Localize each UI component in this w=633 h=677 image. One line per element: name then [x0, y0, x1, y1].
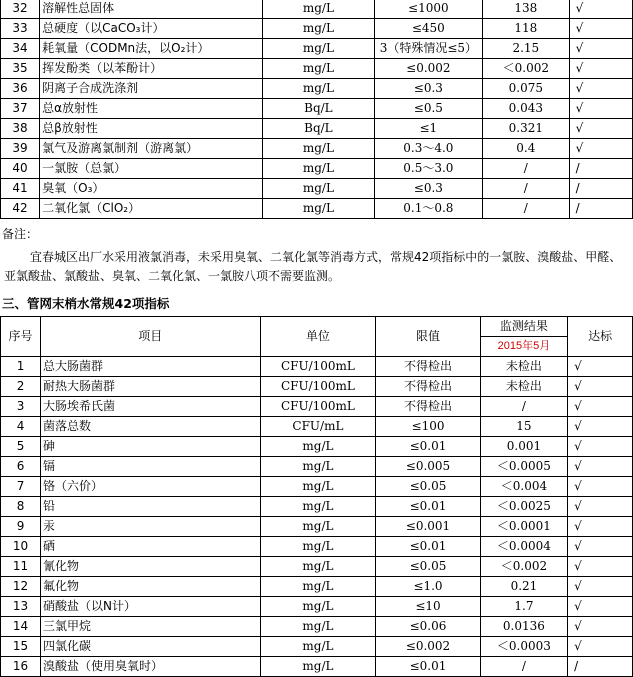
table-row [1, 617, 633, 637]
cell-ok: √ [568, 597, 633, 617]
cell-no: 11 [1, 557, 41, 577]
cell-limit: 3（特殊情况≤5） [374, 39, 482, 59]
table-row [1, 457, 633, 477]
cell-item: 铅 [41, 497, 261, 517]
cell-item: 氯气及游离氯制剂（游离氯） [40, 139, 263, 159]
cell-no: 9 [1, 517, 41, 537]
cell-no: 13 [1, 597, 41, 617]
table-row [1, 417, 633, 437]
cell-result: 0.4 [483, 139, 570, 159]
cell-item: 三氯甲烷 [41, 617, 261, 637]
cell-no: 3 [1, 397, 41, 417]
cell-unit: mg/L [263, 0, 375, 19]
cell-no: 40 [1, 159, 40, 179]
table-row [1, 119, 633, 139]
cell-item: 耐热大肠菌群 [41, 377, 261, 397]
network-water-table [0, 316, 633, 677]
cell-no: 37 [1, 99, 40, 119]
table-row [1, 159, 633, 179]
cell-ok: √ [568, 637, 633, 657]
table-row [1, 537, 633, 557]
cell-no: 41 [1, 179, 40, 199]
cell-no: 34 [1, 39, 40, 59]
cell-result: 2.15 [483, 39, 570, 59]
cell-unit: CFU/100mL [260, 377, 376, 397]
cell-result: ＜0.004 [480, 477, 567, 497]
cell-result: 0.001 [480, 437, 567, 457]
cell-item: 砷 [41, 437, 261, 457]
table-row [1, 19, 633, 39]
cell-ok: / [569, 199, 632, 219]
table-row [1, 657, 633, 677]
cell-ok: √ [568, 397, 633, 417]
cell-result: ＜0.0001 [480, 517, 567, 537]
table-row [1, 79, 633, 99]
cell-unit: mg/L [260, 637, 376, 657]
cell-limit: ≤0.01 [376, 537, 480, 557]
cell-unit: mg/L [260, 457, 376, 477]
table-row [1, 497, 633, 517]
cell-limit: 0.5～3.0 [374, 159, 482, 179]
cell-result: 0.043 [483, 99, 570, 119]
cell-ok: √ [569, 79, 632, 99]
cell-limit: ≤1000 [374, 0, 482, 19]
cell-ok: √ [568, 417, 633, 437]
table-row [1, 477, 633, 497]
cell-result: 15 [480, 417, 567, 437]
cell-ok: √ [568, 577, 633, 597]
cell-no: 36 [1, 79, 40, 99]
cell-limit: ≤0.002 [376, 637, 480, 657]
cell-no: 16 [1, 657, 41, 677]
cell-ok: / [568, 657, 633, 677]
table-row [1, 99, 633, 119]
cell-ok: √ [569, 119, 632, 139]
header-ok: 达标 [568, 317, 633, 357]
cell-unit: mg/L [260, 657, 376, 677]
cell-no: 8 [1, 497, 41, 517]
cell-unit: CFU/100mL [260, 397, 376, 417]
header-result: 监测结果 [480, 317, 567, 337]
cell-ok: √ [568, 357, 633, 377]
cell-unit: mg/L [263, 39, 375, 59]
cell-item: 总α放射性 [40, 99, 263, 119]
table-row [1, 59, 633, 79]
cell-unit: CFU/100mL [260, 357, 376, 377]
table-row [1, 377, 633, 397]
cell-item: 总硬度（以CaCO₃计） [40, 19, 263, 39]
cell-unit: mg/L [260, 517, 376, 537]
cell-no: 6 [1, 457, 41, 477]
cell-result: 未检出 [480, 377, 567, 397]
table-row [1, 0, 633, 19]
cell-result: ＜0.0004 [480, 537, 567, 557]
cell-limit: ≤450 [374, 19, 482, 39]
cell-limit: ≤10 [376, 597, 480, 617]
cell-ok: / [569, 179, 632, 199]
cell-result: 0.075 [483, 79, 570, 99]
cell-item: 总大肠菌群 [41, 357, 261, 377]
cell-item: 镉 [41, 457, 261, 477]
cell-no: 10 [1, 537, 41, 557]
cell-result: / [483, 199, 570, 219]
cell-unit: mg/L [263, 179, 375, 199]
cell-limit: 不得检出 [376, 357, 480, 377]
cell-unit: mg/L [260, 597, 376, 617]
cell-item: 臭氧（O₃） [40, 179, 263, 199]
cell-limit: ≤100 [376, 417, 480, 437]
cell-item: 铬（六价） [41, 477, 261, 497]
cell-ok: √ [569, 139, 632, 159]
table-row [1, 437, 633, 457]
cell-ok: √ [568, 477, 633, 497]
cell-result: 138 [483, 0, 570, 19]
cell-limit: ≤0.3 [374, 79, 482, 99]
cell-no: 4 [1, 417, 41, 437]
cell-result: ＜0.0005 [480, 457, 567, 477]
cell-limit: 不得检出 [376, 397, 480, 417]
cell-item: 阴离子合成洗涤剂 [40, 79, 263, 99]
table-row [1, 39, 633, 59]
table-row [1, 577, 633, 597]
cell-result: ＜0.0003 [480, 637, 567, 657]
cell-result: ＜0.002 [480, 557, 567, 577]
cell-limit: ≤0.3 [374, 179, 482, 199]
cell-item: 二氧化氯（ClO₂） [40, 199, 263, 219]
cell-result: 0.321 [483, 119, 570, 139]
cell-ok: √ [568, 377, 633, 397]
cell-limit: ≤0.01 [376, 657, 480, 677]
cell-result: 118 [483, 19, 570, 39]
cell-limit: ≤0.06 [376, 617, 480, 637]
table-row [1, 557, 633, 577]
table-row [1, 199, 633, 219]
cell-no: 35 [1, 59, 40, 79]
cell-unit: mg/L [260, 577, 376, 597]
cell-no: 42 [1, 199, 40, 219]
cell-unit: mg/L [260, 557, 376, 577]
header-period: 2015年5月 [480, 337, 567, 357]
cell-no: 5 [1, 437, 41, 457]
cell-unit: mg/L [263, 159, 375, 179]
cell-item: 硝酸盐（以N计） [41, 597, 261, 617]
cell-item: 溴酸盐（使用臭氧时） [41, 657, 261, 677]
cell-limit: ≤0.001 [376, 517, 480, 537]
table-row [1, 637, 633, 657]
header-limit: 限值 [376, 317, 480, 357]
header-unit: 单位 [260, 317, 376, 357]
cell-no: 39 [1, 139, 40, 159]
cell-ok: √ [569, 0, 632, 19]
cell-unit: mg/L [260, 617, 376, 637]
factory-water-table-continued [0, 0, 633, 219]
cell-limit: ≤1.0 [376, 577, 480, 597]
cell-unit: mg/L [263, 199, 375, 219]
table-row [1, 139, 633, 159]
cell-no: 7 [1, 477, 41, 497]
cell-limit: 不得检出 [376, 377, 480, 397]
table-row [1, 357, 633, 377]
cell-no: 38 [1, 119, 40, 139]
cell-unit: Bq/L [263, 119, 375, 139]
cell-unit: mg/L [260, 477, 376, 497]
cell-limit: ≤1 [374, 119, 482, 139]
cell-ok: √ [568, 437, 633, 457]
cell-no: 1 [1, 357, 41, 377]
table-row [1, 397, 633, 417]
cell-item: 硒 [41, 537, 261, 557]
cell-item: 溶解性总固体 [40, 0, 263, 19]
cell-item: 耗氧量（CODMn法，以O₂计） [40, 39, 263, 59]
cell-ok: √ [568, 537, 633, 557]
cell-ok: √ [568, 557, 633, 577]
cell-item: 总β放射性 [40, 119, 263, 139]
cell-result: / [483, 179, 570, 199]
header-item: 项目 [41, 317, 261, 357]
cell-no: 12 [1, 577, 41, 597]
cell-item: 一氯胺（总氯） [40, 159, 263, 179]
cell-limit: ≤0.5 [374, 99, 482, 119]
note-text: 宜春城区出厂水采用液氯消毒，未采用臭氧、二氧化氯等消毒方式，常规42项指标中的一氯胺、溴酸盐、甲醛、亚氯酸盐、氯酸盐、臭氧、二氧化氯、一氯胺八项不需要监测。 [4, 250, 622, 283]
cell-ok: √ [568, 457, 633, 477]
table-row [1, 597, 633, 617]
cell-ok: √ [568, 617, 633, 637]
cell-unit: CFU/mL [260, 417, 376, 437]
cell-item: 菌落总数 [41, 417, 261, 437]
cell-item: 氟化物 [41, 577, 261, 597]
cell-limit: 0.3～4.0 [374, 139, 482, 159]
cell-no: 14 [1, 617, 41, 637]
cell-result: / [480, 397, 567, 417]
cell-no: 33 [1, 19, 40, 39]
cell-unit: Bq/L [263, 99, 375, 119]
cell-limit: ≤0.05 [376, 557, 480, 577]
cell-result: / [480, 657, 567, 677]
cell-item: 汞 [41, 517, 261, 537]
cell-ok: √ [569, 39, 632, 59]
cell-item: 四氯化碳 [41, 637, 261, 657]
section-title: 三、管网末梢水常规42项指标 [2, 296, 170, 311]
cell-unit: mg/L [263, 139, 375, 159]
cell-item: 大肠埃希氏菌 [41, 397, 261, 417]
header-no: 序号 [1, 317, 41, 357]
cell-ok: √ [569, 19, 632, 39]
cell-ok: √ [568, 517, 633, 537]
cell-ok: / [569, 159, 632, 179]
cell-item: 挥发酚类（以苯酚计） [40, 59, 263, 79]
cell-no: 15 [1, 637, 41, 657]
note-label: 备注： [2, 227, 39, 241]
cell-unit: mg/L [260, 497, 376, 517]
cell-unit: mg/L [263, 59, 375, 79]
cell-unit: mg/L [260, 537, 376, 557]
cell-result: / [483, 159, 570, 179]
cell-item: 氰化物 [41, 557, 261, 577]
table-row [1, 517, 633, 537]
cell-result: 未检出 [480, 357, 567, 377]
cell-limit: ≤0.05 [376, 477, 480, 497]
cell-limit: ≤0.005 [376, 457, 480, 477]
cell-result: ＜0.0025 [480, 497, 567, 517]
cell-limit: ≤0.01 [376, 437, 480, 457]
cell-result: 0.0136 [480, 617, 567, 637]
table-row [1, 179, 633, 199]
cell-ok: √ [569, 59, 632, 79]
cell-limit: ≤0.01 [376, 497, 480, 517]
cell-result: 0.21 [480, 577, 567, 597]
cell-result: 1.7 [480, 597, 567, 617]
cell-ok: √ [568, 497, 633, 517]
cell-limit: ≤0.002 [374, 59, 482, 79]
cell-limit: 0.1～0.8 [374, 199, 482, 219]
cell-unit: mg/L [263, 19, 375, 39]
cell-ok: √ [569, 99, 632, 119]
cell-no: 2 [1, 377, 41, 397]
cell-result: ＜0.002 [483, 59, 570, 79]
cell-unit: mg/L [263, 79, 375, 99]
cell-no: 32 [1, 0, 40, 19]
cell-unit: mg/L [260, 437, 376, 457]
